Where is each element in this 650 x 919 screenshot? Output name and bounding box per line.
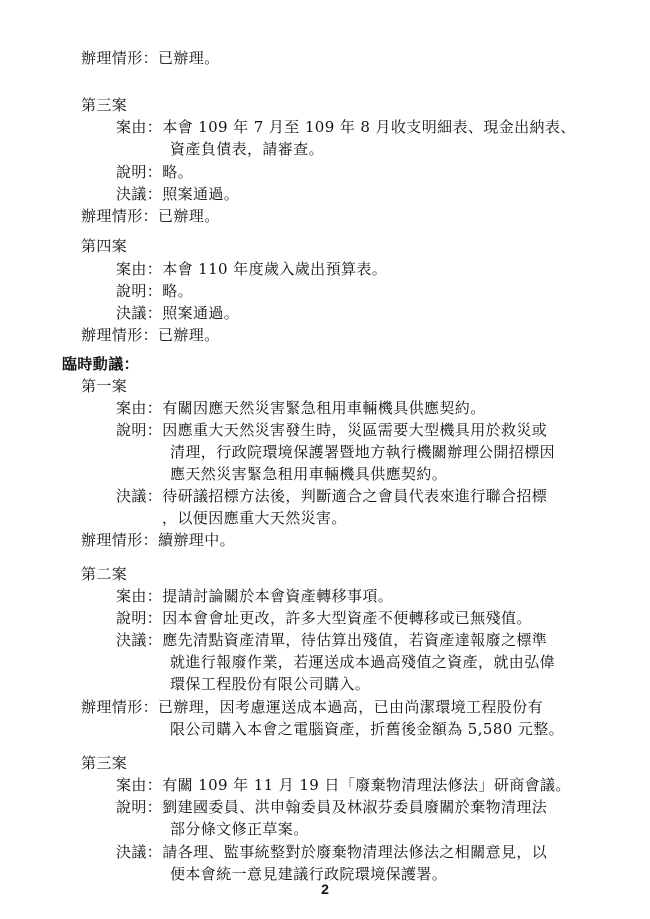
case-explanation-line: 說明：略。 (116, 282, 194, 300)
case-resolution-line: 決議：待研議招標方法後，判斷適合之會員代表來進行聯合招標 (116, 487, 548, 505)
case-resolution-line: 決議：照案通過。 (116, 304, 240, 322)
case-heading: 第二案 (81, 565, 128, 583)
page-number: 2 (321, 881, 329, 897)
case-resolution-line: 決議：請各理、監事統整對於廢棄物清理法修法之相關意見，以 (116, 843, 548, 861)
case-subject-line: 案由：提請討論關於本會資產轉移事項。 (116, 587, 394, 605)
case-resolution-line: 決議：應先清點資產清單，待估算出殘值，若資產達報廢之標準 (116, 631, 548, 649)
case-explanation-line: 說明：因應重大天然災害發生時，災區需要大型機具用於救災或 (116, 421, 548, 439)
case-subject-line: 案由：本會 110 年度歲入歲出預算表。 (116, 260, 388, 278)
case-status-line: 辦理情形：已辦理。 (81, 326, 220, 344)
case-resolution-continuation: 環保工程股份有限公司購入。 (170, 675, 371, 693)
case-subject-line: 案由：有關因應天然災害緊急租用車輛機具供應契約。 (116, 399, 486, 417)
case-subject-continuation: 資產負債表，請審查。 (170, 140, 325, 158)
case-subject-line: 案由：有關 109 年 11 月 19 日「廢棄物清理法修法」研商會議。 (116, 776, 571, 794)
case-status-line: 辦理情形：已辦理。 (81, 207, 220, 225)
case-resolution-continuation: ，以便因應重大天然災害。 (162, 509, 347, 527)
case-heading: 第一案 (81, 377, 128, 395)
case-heading: 第三案 (81, 754, 128, 772)
case-resolution-line: 決議：照案通過。 (116, 185, 240, 203)
case-explanation-line: 說明：略。 (116, 163, 194, 181)
case-explanation-continuation: 應天然災害緊急租用車輛機具供應契約。 (170, 465, 448, 483)
case-heading: 第四案 (81, 237, 128, 255)
case-resolution-continuation: 便本會統一意見建議行政院環境保護署。 (170, 865, 448, 883)
case-explanation-continuation: 清理，行政院環境保護署暨地方執行機關辦理公開招標因 (170, 443, 556, 461)
case-explanation-line: 說明：因本會會址更改，許多大型資產不便轉移或已無殘值。 (116, 609, 532, 627)
case-explanation-line: 說明：劉建國委員、洪申翰委員及林淑芬委員廢關於棄物清理法 (116, 798, 548, 816)
case-explanation-continuation: 部分條文修正草案。 (170, 820, 309, 838)
case-subject-line: 案由：本會 109 年 7 月至 109 年 8 月收支明細表、現金出納表、 (116, 118, 576, 136)
case-status-line: 辦理情形：已辦理，因考慮運送成本過高，已由尚潔環境工程股份有 (81, 698, 544, 716)
case-heading: 第三案 (81, 96, 128, 114)
case-resolution-continuation: 就進行報廢作業，若運送成本過高殘值之資產，就由弘偉 (170, 653, 556, 671)
case-status-line: 辦理情形：續辦理中。 (81, 531, 236, 549)
case-status-line: 辦理情形：已辦理。 (81, 49, 220, 67)
case-status-continuation: 限公司購入本會之電腦資產，折舊後金額為 5,580 元整。 (170, 720, 565, 738)
section-heading-extempore-motions: 臨時動議： (62, 355, 140, 373)
